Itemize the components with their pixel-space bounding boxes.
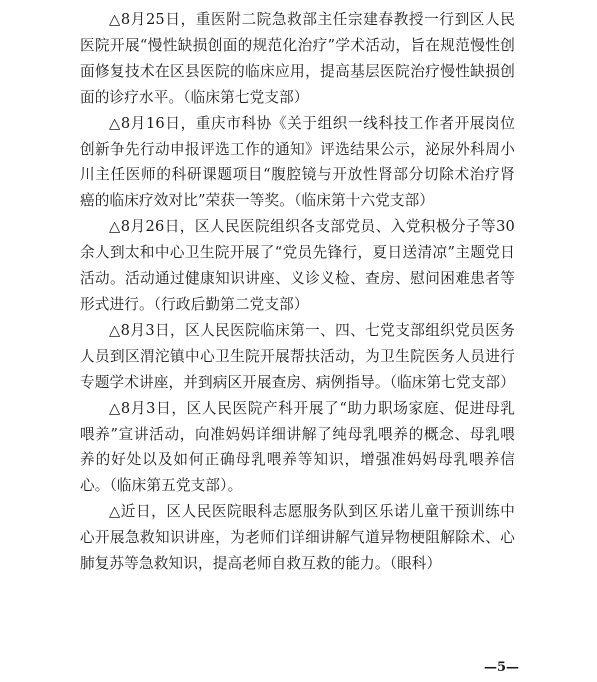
news-item-5: △8月3日，区人民医院产科开展了“助力职场家庭、促进母乳喂养”宣讲活动，向准妈妈详细讲解了纯母乳喂养的概念、母乳喂养的好处以及如何正确母乳喂养等知识，增强准妈妈母乳喂养信心。（临床第五党支部）。: [80, 399, 515, 495]
news-item-3: △8月26日，区人民医院组织各支部党员、入党积极分子等30余人到太和中心卫生院开展了“党员先锋行，夏日送清凉”主题党日活动。活动通过健康知识讲座、义诊义检、查房、慰问困难患者等形式进行。（行政后勤第二党支部）: [80, 218, 515, 313]
page-number: —5—: [483, 660, 519, 675]
news-item-1: △8月25日，重医附二院急救部主任宗建春教授一行到区人民医院开展“慢性缺损创面的规范化治疗”学术活动，旨在规范慢性创面修复技术在区县医院的临床应用，提高基层医院治疗慢性缺损创面的诊疗水平。（临床第七党支部）: [80, 11, 515, 106]
news-item-4: △8月3日，区人民医院临床第一、四、七党支部组织党员医务人员到区渭沱镇中心卫生院开展帮扶活动，为卫生院医务人员进行专题学术讲座，并到病区开展查房、病例指导。（临床第七党支部）: [80, 321, 516, 391]
news-item-6: △近日，区人民医院眼科志愿服务队到区乐诺儿童干预训练中心开展急救知识讲座，为老师们详细讲解气道异物梗阻解除术、心肺复苏等急救知识，提高老师自救互救的能力。（眼科）: [80, 503, 515, 573]
news-item-2: △8月16日，重庆市科协《关于组织一线科技工作者开展岗位创新争先行动申报评选工作的通知》评选结果公示，泌尿外科周小川主任医师的科研课题项目“腹腔镜与开放性肾部分切除术治疗肾癌的临床疗效对比”荣获一等奖。（临床第十六党支部）: [80, 114, 515, 210]
